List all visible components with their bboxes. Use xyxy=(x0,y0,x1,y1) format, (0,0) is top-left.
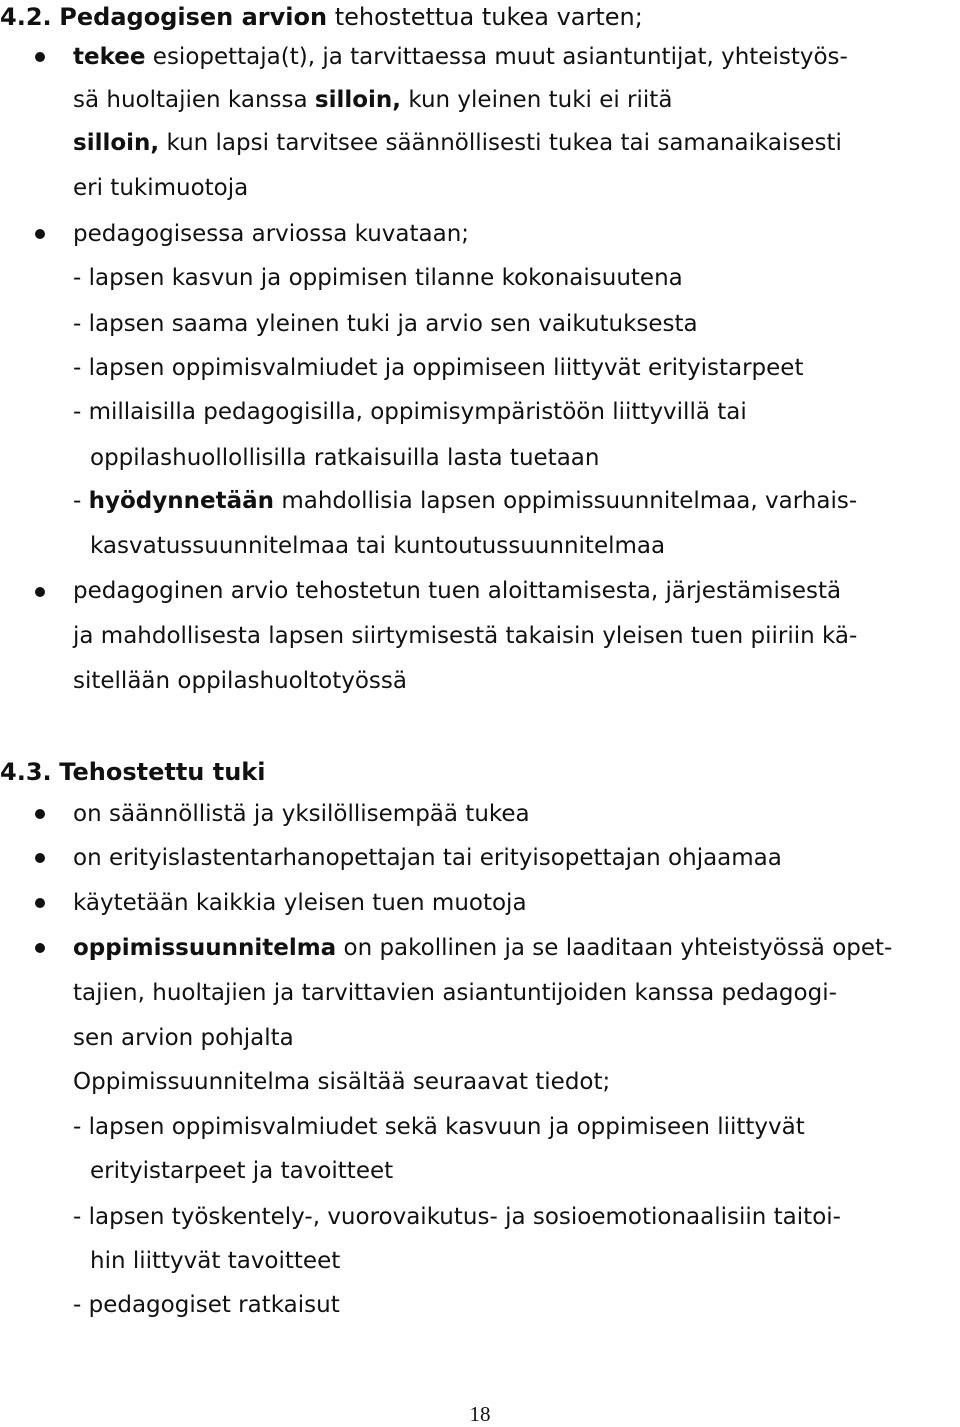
text-line xyxy=(73,46,848,69)
text-line: on erityislastentarhanopettajan tai erityisopettajan ohjaamaa xyxy=(73,845,782,871)
bullet-dot xyxy=(35,898,45,908)
text-line: erityistarpeet ja tavoitteet xyxy=(90,1158,394,1184)
text-line: käytetään kaikkia yleisen tuen muotoja xyxy=(73,890,527,916)
text-line xyxy=(73,937,892,960)
text-line: kasvatussuunnitelmaa tai kuntoutussuunnitelmaa xyxy=(90,533,666,559)
section-4-2-heading xyxy=(0,5,643,29)
bullet-dot xyxy=(35,229,45,239)
text-line: sen arvion pohjalta xyxy=(73,1025,294,1051)
text-line: - lapsen saama yleinen tuki ja arvio sen vaikutuksesta xyxy=(73,311,698,337)
bold-term: silloin, xyxy=(314,87,402,113)
text-line: - lapsen oppimisvalmiudet ja oppimiseen liittyvät erityistarpeet xyxy=(73,355,804,381)
section-title: Tehostettu tuki xyxy=(59,758,266,786)
section-title-bold: Pedagogisen arvion xyxy=(59,3,328,31)
section-number: 4.2. xyxy=(0,3,52,31)
bullet-dot xyxy=(35,587,45,597)
text-line: sitellään oppilashuoltotyössä xyxy=(73,668,407,694)
text-line: pedagoginen arvio tehostetun tuen aloittamisesta, järjestämisestä xyxy=(73,578,842,604)
text-line: - pedagogiset ratkaisut xyxy=(73,1292,340,1318)
text-line: - lapsen kasvun ja oppimisen tilanne kokonaisuutena xyxy=(73,265,683,291)
bold-term: silloin, xyxy=(73,130,160,156)
bold-term: tekee xyxy=(73,44,146,70)
text-line: ja mahdollisesta lapsen siirtymisestä takaisin yleisen tuen piiriin kä- xyxy=(73,623,858,649)
bold-term: hyödynnetään xyxy=(88,488,275,514)
text-run: - xyxy=(73,488,89,514)
text-line: Oppimissuunnitelma sisältää seuraavat tiedot; xyxy=(73,1069,611,1095)
bold-term: oppimissuunnitelma xyxy=(73,935,337,961)
bullet-dot xyxy=(35,943,45,953)
text-line: eri tukimuotoja xyxy=(73,175,249,201)
text-line xyxy=(73,89,672,112)
section-4-3-heading xyxy=(0,760,265,784)
text-line: tajien, huoltajien ja tarvittavien asiantuntijoiden kanssa pedagogi- xyxy=(73,980,837,1006)
text-line xyxy=(73,490,857,513)
text-run: kun lapsi tarvitsee säännöllisesti tukea tai samanaikaisesti xyxy=(159,130,842,156)
text-run: on pakollinen ja se laaditaan yhteistyössä opet- xyxy=(336,935,893,961)
text-run: esiopettaja(t), ja tarvittaessa muut asiantuntijat, yhteistyös- xyxy=(145,44,848,70)
text-line: - millaisilla pedagogisilla, oppimisympäristöön liittyvillä tai xyxy=(73,399,747,425)
text-line: - lapsen työskentely-, vuorovaikutus- ja sosioemotionaalisiin taitoi- xyxy=(73,1204,841,1230)
section-title-rest: tehostettua tukea varten; xyxy=(327,3,643,31)
text-line: oppilashuollollisilla ratkaisuilla lasta tuetaan xyxy=(90,445,600,471)
text-line: - lapsen oppimisvalmiudet sekä kasvuun ja oppimiseen liittyvät xyxy=(73,1114,805,1140)
text-line: hin liittyvät tavoitteet xyxy=(90,1248,341,1274)
bullet-dot xyxy=(35,853,45,863)
text-run: sä huoltajien kanssa xyxy=(73,87,315,113)
section-number: 4.3. xyxy=(0,758,52,786)
text-run: mahdollisia lapsen oppimissuunnitelmaa, varhais- xyxy=(274,488,858,514)
page-number: 18 xyxy=(469,1402,491,1426)
bullet-dot xyxy=(35,52,45,62)
text-line: on säännöllistä ja yksilöllisempää tukea xyxy=(73,801,530,827)
text-line xyxy=(73,132,842,155)
text-line: pedagogisessa arviossa kuvataan; xyxy=(73,221,470,247)
text-run: kun yleinen tuki ei riitä xyxy=(401,87,673,113)
bullet-dot xyxy=(35,809,45,819)
